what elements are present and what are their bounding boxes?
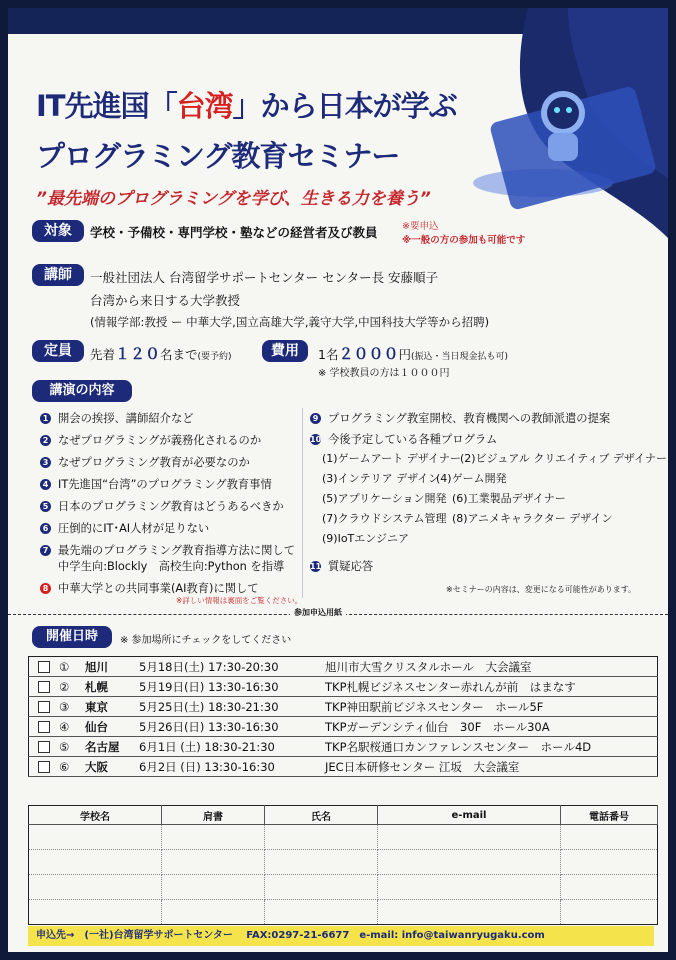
contact-footer: 申込先→ (一社)台湾留学サポートセンター FAX:0297-21-6677 e-mail: info@taiwanryugaku.com xyxy=(28,926,654,946)
email-field[interactable] xyxy=(378,900,561,925)
col-name: 氏名 xyxy=(265,806,378,825)
email-field[interactable] xyxy=(378,825,561,850)
row-number: ⑤ xyxy=(59,737,85,757)
schedule-row xyxy=(29,737,658,757)
venue: 旭川市大雪クリスタルホール 大会議室 xyxy=(325,657,658,677)
col-school: 学校名 xyxy=(29,806,162,825)
row-number: ④ xyxy=(59,717,85,737)
date: 5月25日(土) 18:30-21:30 xyxy=(139,697,325,717)
name-field[interactable] xyxy=(265,825,378,850)
city: 東京 xyxy=(85,697,139,717)
lectures-heading: 講演の内容 xyxy=(32,380,132,402)
subtitle: ”最先端のプログラミングを学び、生きる力を養う” xyxy=(36,189,431,209)
venue: TKP札幌ビジネスセンター赤れんが前 はまなす xyxy=(325,677,658,697)
target-text: 学校・予備校・専門学校・塾などの経営者及び教員 xyxy=(90,225,378,240)
col-email: e-mail xyxy=(378,806,561,825)
phone-field[interactable] xyxy=(561,850,658,875)
lecture-item-10: 10 今後予定している各種プログラム xyxy=(310,433,498,446)
title-field[interactable] xyxy=(162,825,265,850)
checkbox[interactable] xyxy=(38,721,50,733)
date: 5月18日(土) 17:30-20:30 xyxy=(139,657,325,677)
schedule-label: 開催日時 xyxy=(32,626,112,648)
title-field[interactable] xyxy=(162,850,265,875)
col-phone: 電話番号 xyxy=(561,806,658,825)
registration-form xyxy=(28,805,658,925)
city: 札幌 xyxy=(85,677,139,697)
phone-field[interactable] xyxy=(561,900,658,925)
date: 5月19日(日) 13:30-16:30 xyxy=(139,677,325,697)
schedule-row xyxy=(29,757,658,777)
school-field[interactable] xyxy=(29,850,162,875)
school-field[interactable] xyxy=(29,875,162,900)
program-3: (3)インテリア デザイン xyxy=(322,472,440,485)
fee-text: 1名２０００円(振込・当日現金払も可) xyxy=(318,345,509,363)
row-number: ⑥ xyxy=(59,757,85,777)
target-note-2: ※一般の方の参加も可能です xyxy=(402,235,526,246)
phone-field[interactable] xyxy=(561,825,658,850)
program-6: (6)工業製品デザイナー xyxy=(452,492,566,505)
lecture-item-8: 8 中華大学との共同事業(AI教育)に関して xyxy=(40,580,259,596)
lecture-item-5: 5 日本のプログラミング教育はどうあるべきか xyxy=(40,498,284,514)
program-5: (5)アプリケーション開発 xyxy=(322,492,447,505)
checkbox[interactable] xyxy=(38,761,50,773)
schedule-instruction: ※ 参加場所にチェックをしてください xyxy=(120,635,292,646)
lecture-item-4: 4 IT先進国“台湾”のプログラミング教育事情 xyxy=(40,476,272,492)
form-row xyxy=(29,850,658,875)
schedule-table xyxy=(28,656,658,777)
venue: TKP神田駅前ビジネスセンター ホール5F xyxy=(325,697,658,717)
date: 5月26日(日) 13:30-16:30 xyxy=(139,717,325,737)
program-1: (1)ゲームアート デザイナー xyxy=(322,452,461,465)
name-field[interactable] xyxy=(265,900,378,925)
target-note-1: ※要申込 xyxy=(402,221,439,232)
lectures-divider xyxy=(302,408,303,598)
date: 6月2日 (日) 13:30-16:30 xyxy=(139,757,325,777)
school-field[interactable] xyxy=(29,900,162,925)
phone-field[interactable] xyxy=(561,875,658,900)
fee-label: 費用 xyxy=(262,340,308,362)
capacity-label: 定員 xyxy=(32,340,84,362)
city: 大阪 xyxy=(85,757,139,777)
row-number: ① xyxy=(59,657,85,677)
lectures-disclaimer: ※セミナーの内容は、変更になる可能性があります。 xyxy=(446,585,637,594)
lecture-item-8-note: ※詳しい情報は裏面をご覧ください。 xyxy=(176,596,303,605)
checkbox[interactable] xyxy=(38,741,50,753)
schedule-row xyxy=(29,697,658,717)
lecture-item-7-sub: 中学生向:Blockly 高校生向:Python を指導 xyxy=(58,560,285,573)
program-4: (4)ゲーム開発 xyxy=(436,472,507,485)
checkbox[interactable] xyxy=(38,661,50,673)
program-9: (9)IoTエンジニア xyxy=(322,532,409,545)
schedule-row xyxy=(29,717,658,737)
lecture-item-6: 6 圧倒的にIT･AI人材が足りない xyxy=(40,520,209,536)
speaker-label: 講師 xyxy=(32,264,84,286)
row-number: ③ xyxy=(59,697,85,717)
venue: TKPガーデンシティ仙台 30F ホール30A xyxy=(325,717,658,737)
venue: JEC日本研修センター 江坂 大会議室 xyxy=(325,757,658,777)
schedule-row xyxy=(29,657,658,677)
title-field[interactable] xyxy=(162,900,265,925)
program-7: (7)クラウドシステム管理 xyxy=(322,512,447,525)
fee-sub: ※ 学校教員の方は１０００円 xyxy=(318,368,450,379)
city: 旭川 xyxy=(85,657,139,677)
name-field[interactable] xyxy=(265,850,378,875)
target-label: 対象 xyxy=(32,220,84,242)
flyer xyxy=(8,8,668,952)
speaker-line-1: 一般社団法人 台湾留学サポートセンター センター長 安藤順子 xyxy=(90,270,439,285)
lecture-item-1: 1 開会の挨拶、講師紹介など xyxy=(40,410,194,426)
form-row xyxy=(29,900,658,925)
date: 6月1日 (土) 18:30-21:30 xyxy=(139,737,325,757)
title-line-1: IT先進国「台湾」から日本が学ぶ xyxy=(36,89,457,123)
lecture-item-11: 11 質疑応答 xyxy=(310,560,374,573)
speaker-line-2: 台湾から来日する大学教授 xyxy=(90,293,241,308)
capacity-text: 先着１２０名まで(要予約) xyxy=(90,345,232,363)
robot-illustration xyxy=(468,8,668,238)
lecture-item-9: 9 プログラミング教室開校、教育機関への教師派遣の提案 xyxy=(310,410,610,426)
email-field[interactable] xyxy=(378,850,561,875)
title-line-2: プログラミング教育セミナー xyxy=(36,139,400,173)
col-title: 肩書 xyxy=(162,806,265,825)
cut-line-label: 参加申込用紙 xyxy=(290,607,346,618)
lecture-item-2: 2 なぜプログラミングが義務化されるのか xyxy=(40,432,261,448)
speaker-line-3: (情報学部:教授 ー 中華大学,国立高雄大学,義守大学,中国科技大学等から招聘) xyxy=(90,315,490,329)
checkbox[interactable] xyxy=(38,701,50,713)
title-field[interactable] xyxy=(162,875,265,900)
city: 仙台 xyxy=(85,717,139,737)
venue: TKP名駅桜通口カンファレンスセンター ホール4D xyxy=(325,737,658,757)
email-field[interactable] xyxy=(378,875,561,900)
schedule-row xyxy=(29,677,658,697)
form-row xyxy=(29,875,658,900)
checkbox[interactable] xyxy=(38,681,50,693)
lecture-item-3: 3 なぜプログラミング教育が必要なのか xyxy=(40,454,250,470)
city: 名古屋 xyxy=(85,737,139,757)
program-8: (8)アニメキャラクター デザイン xyxy=(452,512,613,525)
program-2: (2)ビジュアル クリエイティブ デザイナー xyxy=(460,452,668,465)
lecture-item-7: 7 最先端のプログラミング教育指導方法に関して xyxy=(40,542,295,558)
form-row xyxy=(29,825,658,850)
row-number: ② xyxy=(59,677,85,697)
name-field[interactable] xyxy=(265,875,378,900)
school-field[interactable] xyxy=(29,825,162,850)
